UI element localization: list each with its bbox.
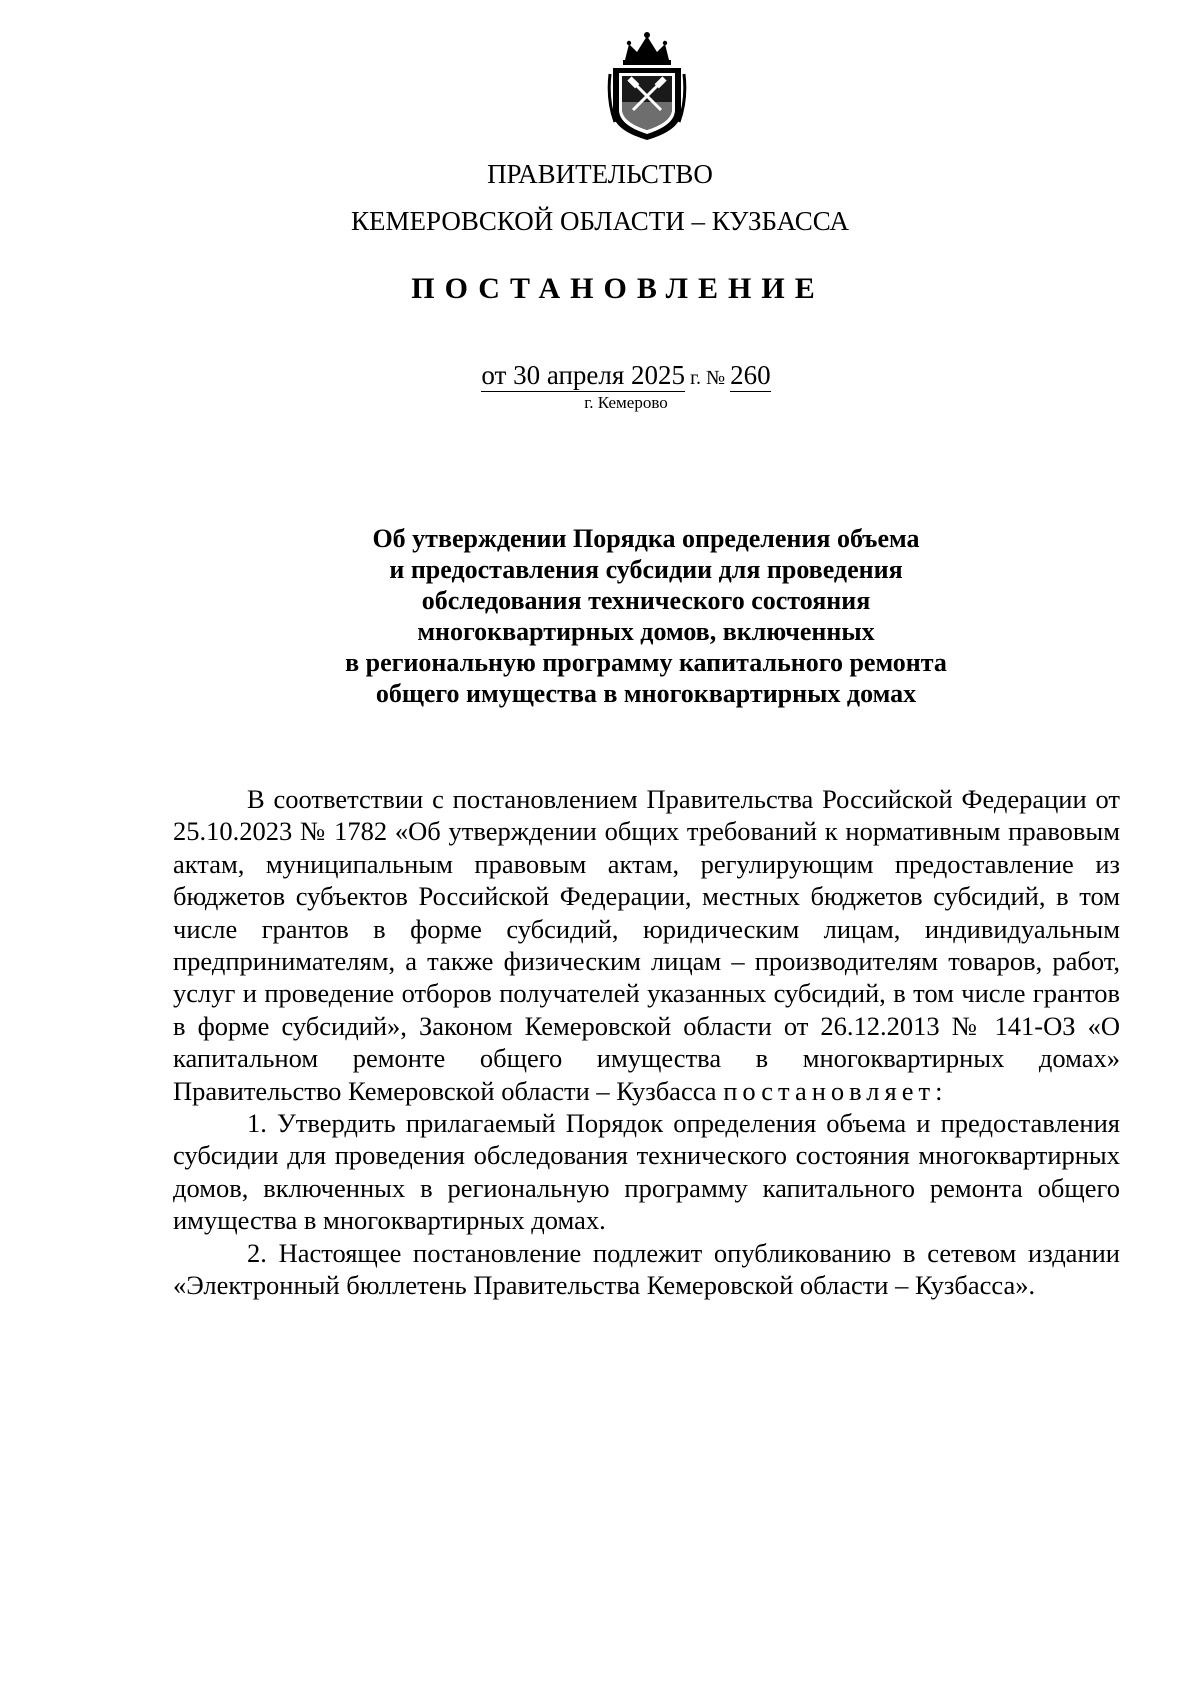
- title-line: многоквартирных домов, включенных: [417, 617, 875, 646]
- document-date: 30 апреля 2025: [513, 360, 686, 390]
- document-body: [173, 783, 1120, 1302]
- title-line: Об утверждении Порядка определения объема: [372, 524, 920, 553]
- document-title: [300, 523, 992, 709]
- document-city: г. Кемерово: [584, 393, 668, 412]
- decides-colon: :: [935, 1075, 943, 1106]
- title-line: обследования технического состояния: [421, 586, 871, 615]
- item-1-paragraph: 1. Утвердить прилагаемый Порядок определения объема и предоставления субсидии для проведения обследования технического состояния многоквартирных домов, включенных в региональную программу капитального ремонта общего имущества в многоквартирных домах.: [173, 1108, 1120, 1236]
- preamble-text: В соответствии с постановлением Правительства Российской Федерации от 25.10.2023 № 1782 «Об утверждении общих требований к нормативным правовым актам, муниципальным правовым актам, регулирующим предоставление из бюджетов субъектов Российской Федерации, местных бюджетов субсидий, в том числе грантов в форме субсидий, юридическим лицам, индивидуальным предпринимателям, а также физическим лицам – производителям товаров, работ, услуг и проведение отборов получателей указанных субсидий, в том числе грантов в форме субсидий», Законом Кемеровской области от 26.12.2013 № 141-ОЗ «О капитальном ремонте общего имущества в многоквартирных домах» Правительство Кемеровской области – Кузбасса: [173, 784, 1120, 1106]
- item-2-paragraph: 2. Настоящее постановление подлежит опубликованию в сетевом издании «Электронный бюллетень Правительства Кемеровской области – Кузбасса».: [173, 1237, 1120, 1301]
- title-line: общего имущества в многоквартирных домах: [375, 679, 917, 708]
- year-suffix: г.: [685, 367, 702, 389]
- title-line: в региональную программу капитального ремонта: [345, 648, 947, 677]
- number-sign: №: [701, 367, 731, 389]
- decides-word: постановляет: [723, 1075, 936, 1106]
- preamble-paragraph: [173, 783, 1120, 1107]
- date-underlined: [481, 360, 685, 392]
- organization-name-line1: ПРАВИТЕЛЬСТВО: [487, 159, 713, 189]
- document-date-number: [0, 358, 1200, 395]
- title-line: и предоставления субсидии для проведения: [389, 555, 903, 584]
- document-type-heading: ПОСТАНОВЛЕНИЕ: [411, 272, 825, 305]
- coat-of-arms-icon: [607, 30, 687, 142]
- organization-name-line2: КЕМЕРОВСКОЙ ОБЛАСТИ – КУЗБАССА: [351, 206, 849, 236]
- document-number: 260: [730, 360, 771, 390]
- date-prefix: от: [481, 360, 514, 390]
